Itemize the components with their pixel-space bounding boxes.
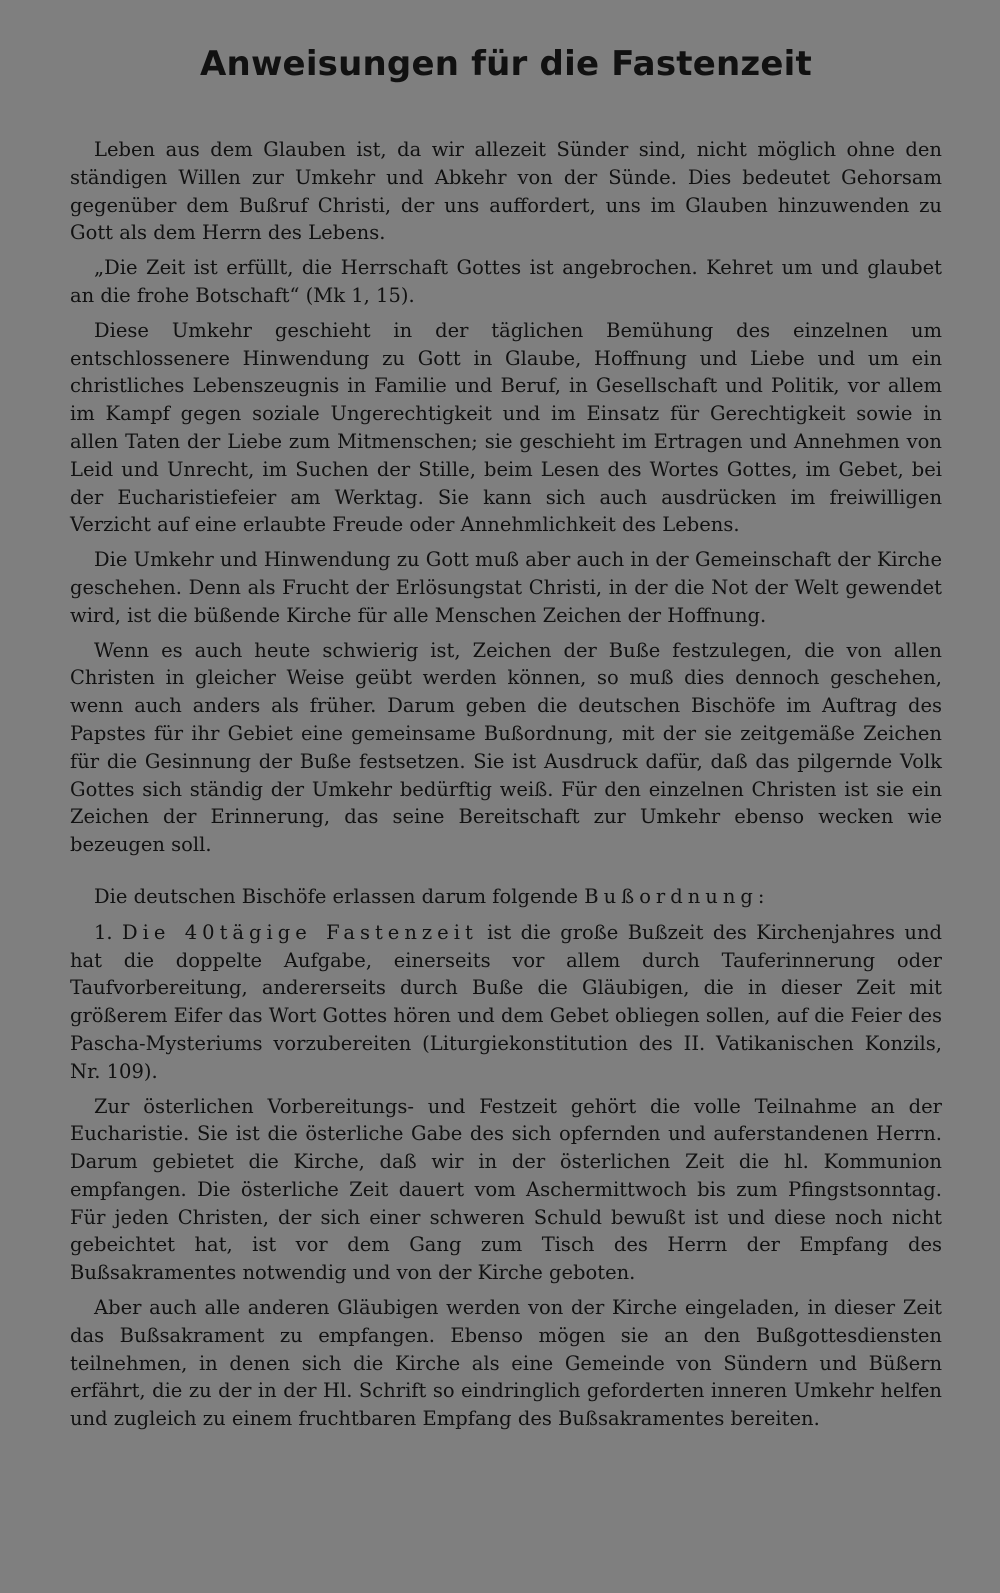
page-title: Anweisungen für die Fastenzeit	[200, 44, 812, 84]
item-text: ist die große Bußzeit des Kirchenjahres und hat die doppelte Aufgabe, einerseits vor allem durch Tauferinnerung oder Taufvorbereitung, andererseits durch Buße die Gläubigen, die in dieser Zeit mit größerem Eifer das Wort Gottes hören und dem Gebet obliegen sollen, auf die Feier des Pascha-Mysteriums vorzubereiten (Liturgiekonstitution des II. Vatikanischen Konzils, Nr. 109).	[70, 920, 943, 1083]
item-number: 1.	[94, 920, 113, 944]
item-spaced-text: Die 40tägige Fastenzeit	[121, 920, 478, 944]
paragraph-4: Die Umkehr und Hinwendung zu Gott muß aber auch in der Gemeinschaft der Kirche geschehen. Denn als Frucht der Erlösungstat Christi, in der die Not der Welt gewendet wird, ist die büßende Kirche für alle Menschen Zeichen der Hoffnung.	[70, 548, 942, 627]
paragraph-3: Diese Umkehr geschieht in der täglichen Bemühung des einzelnen um entschlossenere Hinwendung zu Gott in Glaube, Hoffnung und Liebe und um ein christliches Lebenszeugnis in Familie und Beruf, in Gesellschaft und Politik, vor allem im Kampf gegen soziale Ungerechtigkeit und im Einsatz für Gerechtigkeit sowie in allen Taten der Liebe zum Mitmenschen; sie geschieht im Ertragen und Annehmen von Leid und Unrecht, im Suchen der Stille, beim Lesen des Wortes Gottes, im Gebet, bei der Eucharistiefeier am Werktag. Sie kann sich auch ausdrücken im freiwilligen Verzicht auf eine erlaubte Freude oder Annehmlichkeit des Lebens.	[70, 318, 942, 537]
numbered-item-1	[70, 919, 942, 1086]
paragraph-5: Wenn es auch heute schwierig ist, Zeichen der Buße festzulegen, die von allen Christen in gleicher Weise geübt werden können, so muß dies dennoch geschehen, wenn auch anders als früher. Darum geben die deutschen Bischöfe im Auftrag des Papstes für ihr Gebiet eine gemeinsame Bußordnung, mit der sie zeitgemäße Zeichen für die Gesinnung der Buße festsetzen. Sie ist Ausdruck dafür, daß das pilgernde Volk Gottes sich ständig der Umkehr bedürftig weiß. Für den einzelnen Christen ist sie ein Zeichen der Erinnerung, das seine Bereitschaft zur Umkehr ebenso wecken wie bezeugen soll.	[70, 638, 942, 857]
intro-text: Die deutschen Bischöfe erlassen darum folgende	[94, 884, 579, 908]
paragraph-1: Leben aus dem Glauben ist, da wir allezeit Sünder sind, nicht möglich ohne den ständigen Willen zur Umkehr und Abkehr von der Sünde. Dies bedeutet Gehorsam gegenüber dem Bußruf Christi, der uns auffordert, uns im Glauben hinzuwenden zu Gott als dem Herrn des Lebens.	[70, 138, 942, 245]
paragraph-6: Zur österlichen Vorbereitungs- und Festzeit gehört die volle Teilnahme an der Eucharistie. Sie ist die österliche Gabe des sich opfernden und auferstandenen Herrn. Darum gebietet die Kirche, daß wir in der österlichen Zeit die hl. Kommunion empfangen. Die österliche Zeit dauert vom Aschermittwoch bis zum Pfingstsonntag. Für jeden Christen, der sich einer schweren Schuld bewußt ist und diese noch nicht gebeichtet hat, ist vor dem Gang zum Tisch des Herrn der Empfang des Bußsakramentes notwendig und von der Kirche geboten.	[70, 1094, 942, 1285]
paragraph-7: Aber auch alle anderen Gläubigen werden von der Kirche eingeladen, in dieser Zeit das Bußsakrament zu empfangen. Ebenso mögen sie an den Bußgottesdiensten teilnehmen, in denen sich die Kirche als eine Gemeinde von Sündern und Büßern erfährt, die zu der in der Hl. Schrift so eindringlich geforderten inneren Umkehr helfen und zugleich zu einem fruchtbaren Empfang des Bußsakramentes bereiten.	[70, 1296, 942, 1431]
intro-spaced-text: Bußordnung:	[584, 884, 770, 908]
paragraph-2: „Die Zeit ist erfüllt, die Herrschaft Gottes ist angebrochen. Kehret um und glaubet an die frohe Botschaft“ (Mk 1, 15).	[70, 256, 942, 307]
bussordnung-intro	[70, 883, 942, 911]
